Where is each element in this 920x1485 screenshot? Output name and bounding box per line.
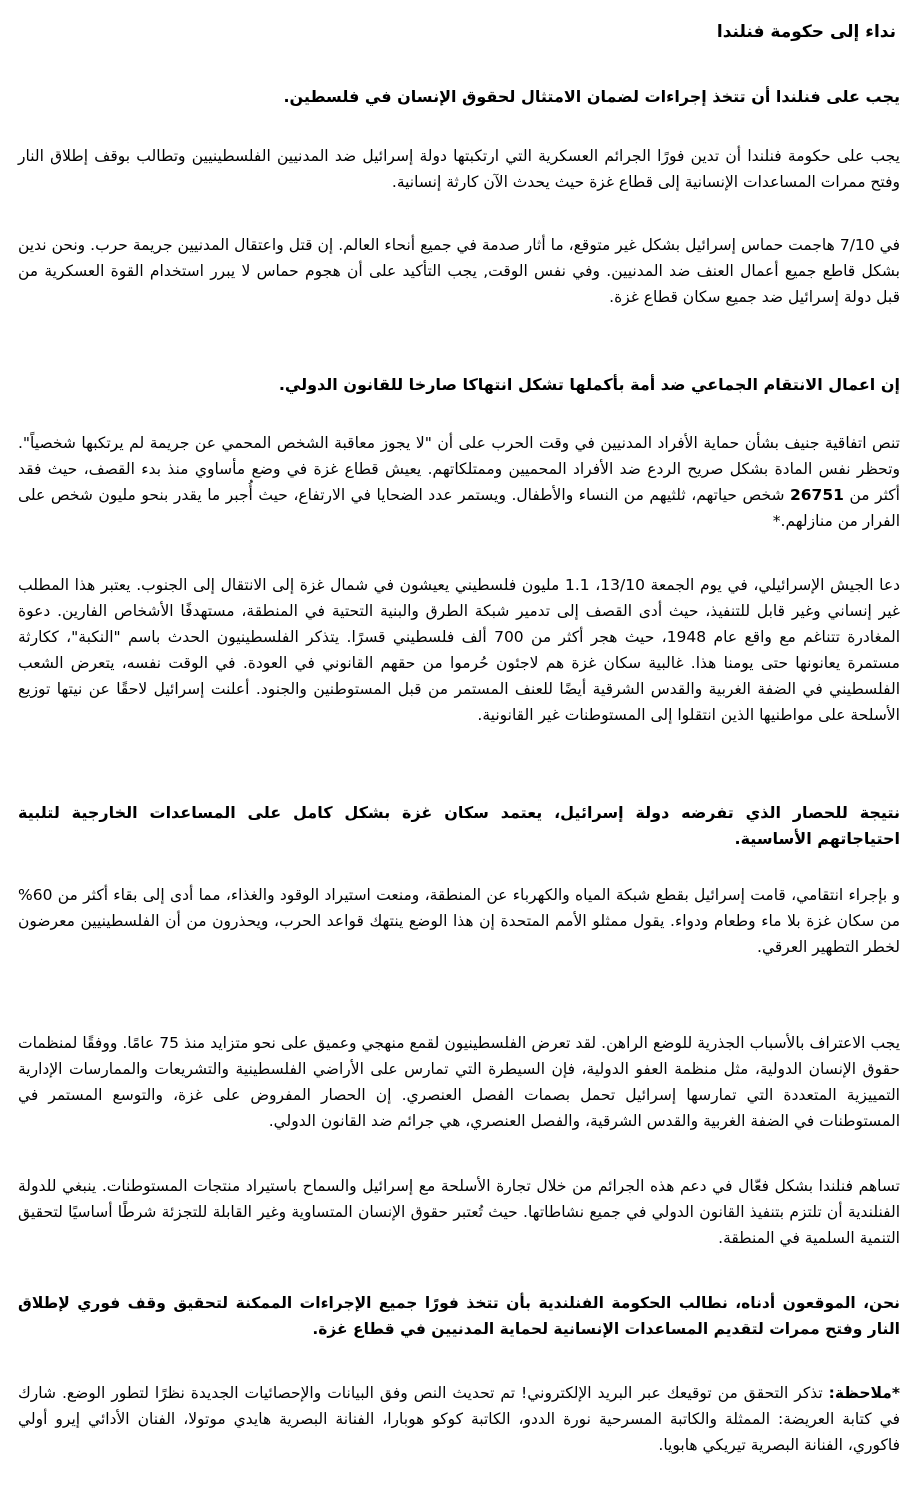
note-text: تذكر التحقق من توقيعك عبر البريد الإلكتروني! تم تحديث النص وفق البيانات والإحصائيات الجديدة نظرًا لتطور الوضع. شارك في كتابة العريضة: الممثلة والكاتبة المسرحية نورة الددو، الكاتبة كوكو هوبارا، الفنانة البصرية هايدي موتولا، الفنان الأدائي إيرو أولي فاكوري، الفنانة البصرية تيريكي هابويا.	[18, 1384, 900, 1454]
page-title: نداء إلى حكومة فنلندا	[716, 22, 896, 42]
heading-siege: نتيجة للحصار الذي تفرضه دولة إسرائيل، يعتمد سكان غزة بشكل كامل على المساعدات الخارجية لتلبية احتياجاتهم الأساسية.	[18, 803, 900, 848]
paragraph-october-attack: في 7/10 هاجمت حماس إسرائيل بشكل غير متوقع، ما أثار صدمة في جميع أنحاء العالم. إن قتل واعتقال المدنيين جريمة حرب. ونحن ندين بشكل قاطع جميع أعمال العنف ضد المدنيين. وفي نفس الوقت, يجب التأكيد على أن هجوم حماس لا يبرر استخدام القوة العسكرية من قبل دولة إسرائيل ضد جميع سكان قطاع غزة.	[18, 236, 900, 306]
paragraph-demand: نحن، الموقعون أدناه، نطالب الحكومة الفنلندية بأن تتخذ فورًا جميع الإجراءات الممكنة لتحقيق وقف فوري لإطلاق النار وفتح ممرات لتقديم المساعدات الإنسانية لحماية المدنيين في قطاع غزة.	[18, 1294, 900, 1338]
note-paragraph	[18, 1380, 900, 1458]
casualty-count: 26751	[789, 486, 844, 504]
paragraph-utilities-cut: و بإجراء انتقامي، قامت إسرائيل بقطع شبكة المياه والكهرباء عن المنطقة، ومنعت استيراد الوقود والغذاء، مما أدى إلى بقاء أكثر من 60% من سكان غزة بلا ماء وطعام ودواء. يقول ممثلو الأمم المتحدة إن هذا الوضع ينتهك قواعد الحرب، ويحذرون من أن الفلسطينيين معرضون لخطر التطهير العرقي.	[18, 886, 900, 956]
paragraph-finland-role: تساهم فنلندا بشكل فعّال في دعم هذه الجرائم من خلال تجارة الأسلحة مع إسرائيل والسماح باستيراد منتجات المستوطنات. ينبغي للدولة الفنلندية أن تلتزم بتنفيذ القانون الدولي في جميع نشاطاتها. حيث تُعتبر حقوق الإنسان المتساوية وغير القابلة للتجزئة شرطًا أساسيًا لتحقيق التنمية السلمية في المنطقة.	[18, 1177, 900, 1247]
geneva-text-end: شخص حياتهم، ثلثيهم من النساء والأطفال. ويستمر عدد الضحايا في الارتفاع، حيث أُجبر ما يقدر بنحو مليون شخص على الفرار من منازلهم.*	[18, 486, 900, 530]
paragraph-condemn: يجب على حكومة فنلندا أن تدين فورًا الجرائم العسكرية التي ارتكبتها دولة إسرائيل ضد المدنيين الفلسطينيين وتطالب بوقف إطلاق النار وفتح ممرات المساعدات الإنسانية إلى قطاع غزة حيث يحدث الآن كارثة إنسانية.	[18, 147, 900, 191]
geneva-text-start: تنص اتفاقية جنيف بشأن حماية الأفراد المدنيين في وقت الحرب على أن "لا يجوز معاقبة الشخص المحمي عن جريمة لم يرتكبها شخصياً". وتحظر نفس المادة بشكل صريح الردع ضد الأفراد المحميين وممتلكاتهم. يعيش قطاع غزة في وضع مأساوي منذ بدء القصف، حيث فقد أكثر من	[18, 434, 900, 504]
note-label: *ملاحظة:	[828, 1384, 900, 1402]
heading-human-rights: يجب على فنلندا أن تتخذ إجراءات لضمان الامتثال لحقوق الإنسان في فلسطين.	[283, 87, 900, 106]
paragraph-root-causes: يجب الاعتراف بالأسباب الجذرية للوضع الراهن. لقد تعرض الفلسطينيون لقمع منهجي وعميق على نحو متزايد منذ 75 عامًا. ووفقًا لمنظمات حقوق الإنسان الدولية، مثل منظمة العفو الدولية، فإن السيطرة التي تمارس على الأراضي الفلسطينية والتشريعات والممارسات الإدارية التمييزية المتعددة التي تمارسها إسرائيل تحمل بصمات الفصل العنصري. إن الحصار المفروض على غزة، والتوسع المستمر في المستوطنات في الضفة الغربية والقدس الشرقية، والفصل العنصري، هي جرائم ضد القانون الدولي.	[18, 1034, 901, 1130]
paragraph-evacuation: دعا الجيش الإسرائيلي، في يوم الجمعة 13/10، 1.1 مليون فلسطيني يعيشون في شمال غزة إلى الانتقال إلى الجنوب. يعتبر هذا المطلب غير إنساني وغير قابل للتنفيذ، حيث أدى القصف إلى تدمير شبكة الطرق والبنية التحتية في المنطقة، مستهدفًا الأشخاص الفارين. دعوة المغادرة تتناغم مع واقع عام 1948، حيث هجر أكثر من 700 ألف فلسطيني قسرًا. يتذكر الفلسطينيون الحدث باسم "النكبة"، ككارثة مستمرة يعانونها حتى يومنا هذا. غالبية سكان غزة هم لاجئون حُرموا من حقهم القانوني في العودة. في الوقت نفسه، يتعرض الشعب الفلسطيني في الضفة الغربية والقدس الشرقية أيضًا للعنف المستمر من قبل المستوطنين والجنود. أعلنت إسرائيل لاحقًا عن نيتها توزيع الأسلحة على مواطنيها الذين انتقلوا إلى المستوطنات غير القانونية.	[18, 576, 901, 724]
paragraph-geneva-convention	[18, 430, 900, 534]
heading-collective-punishment: إن اعمال الانتقام الجماعي ضد أمة بأكملها تشكل انتهاكا صارخا للقانون الدولي.	[278, 375, 900, 394]
